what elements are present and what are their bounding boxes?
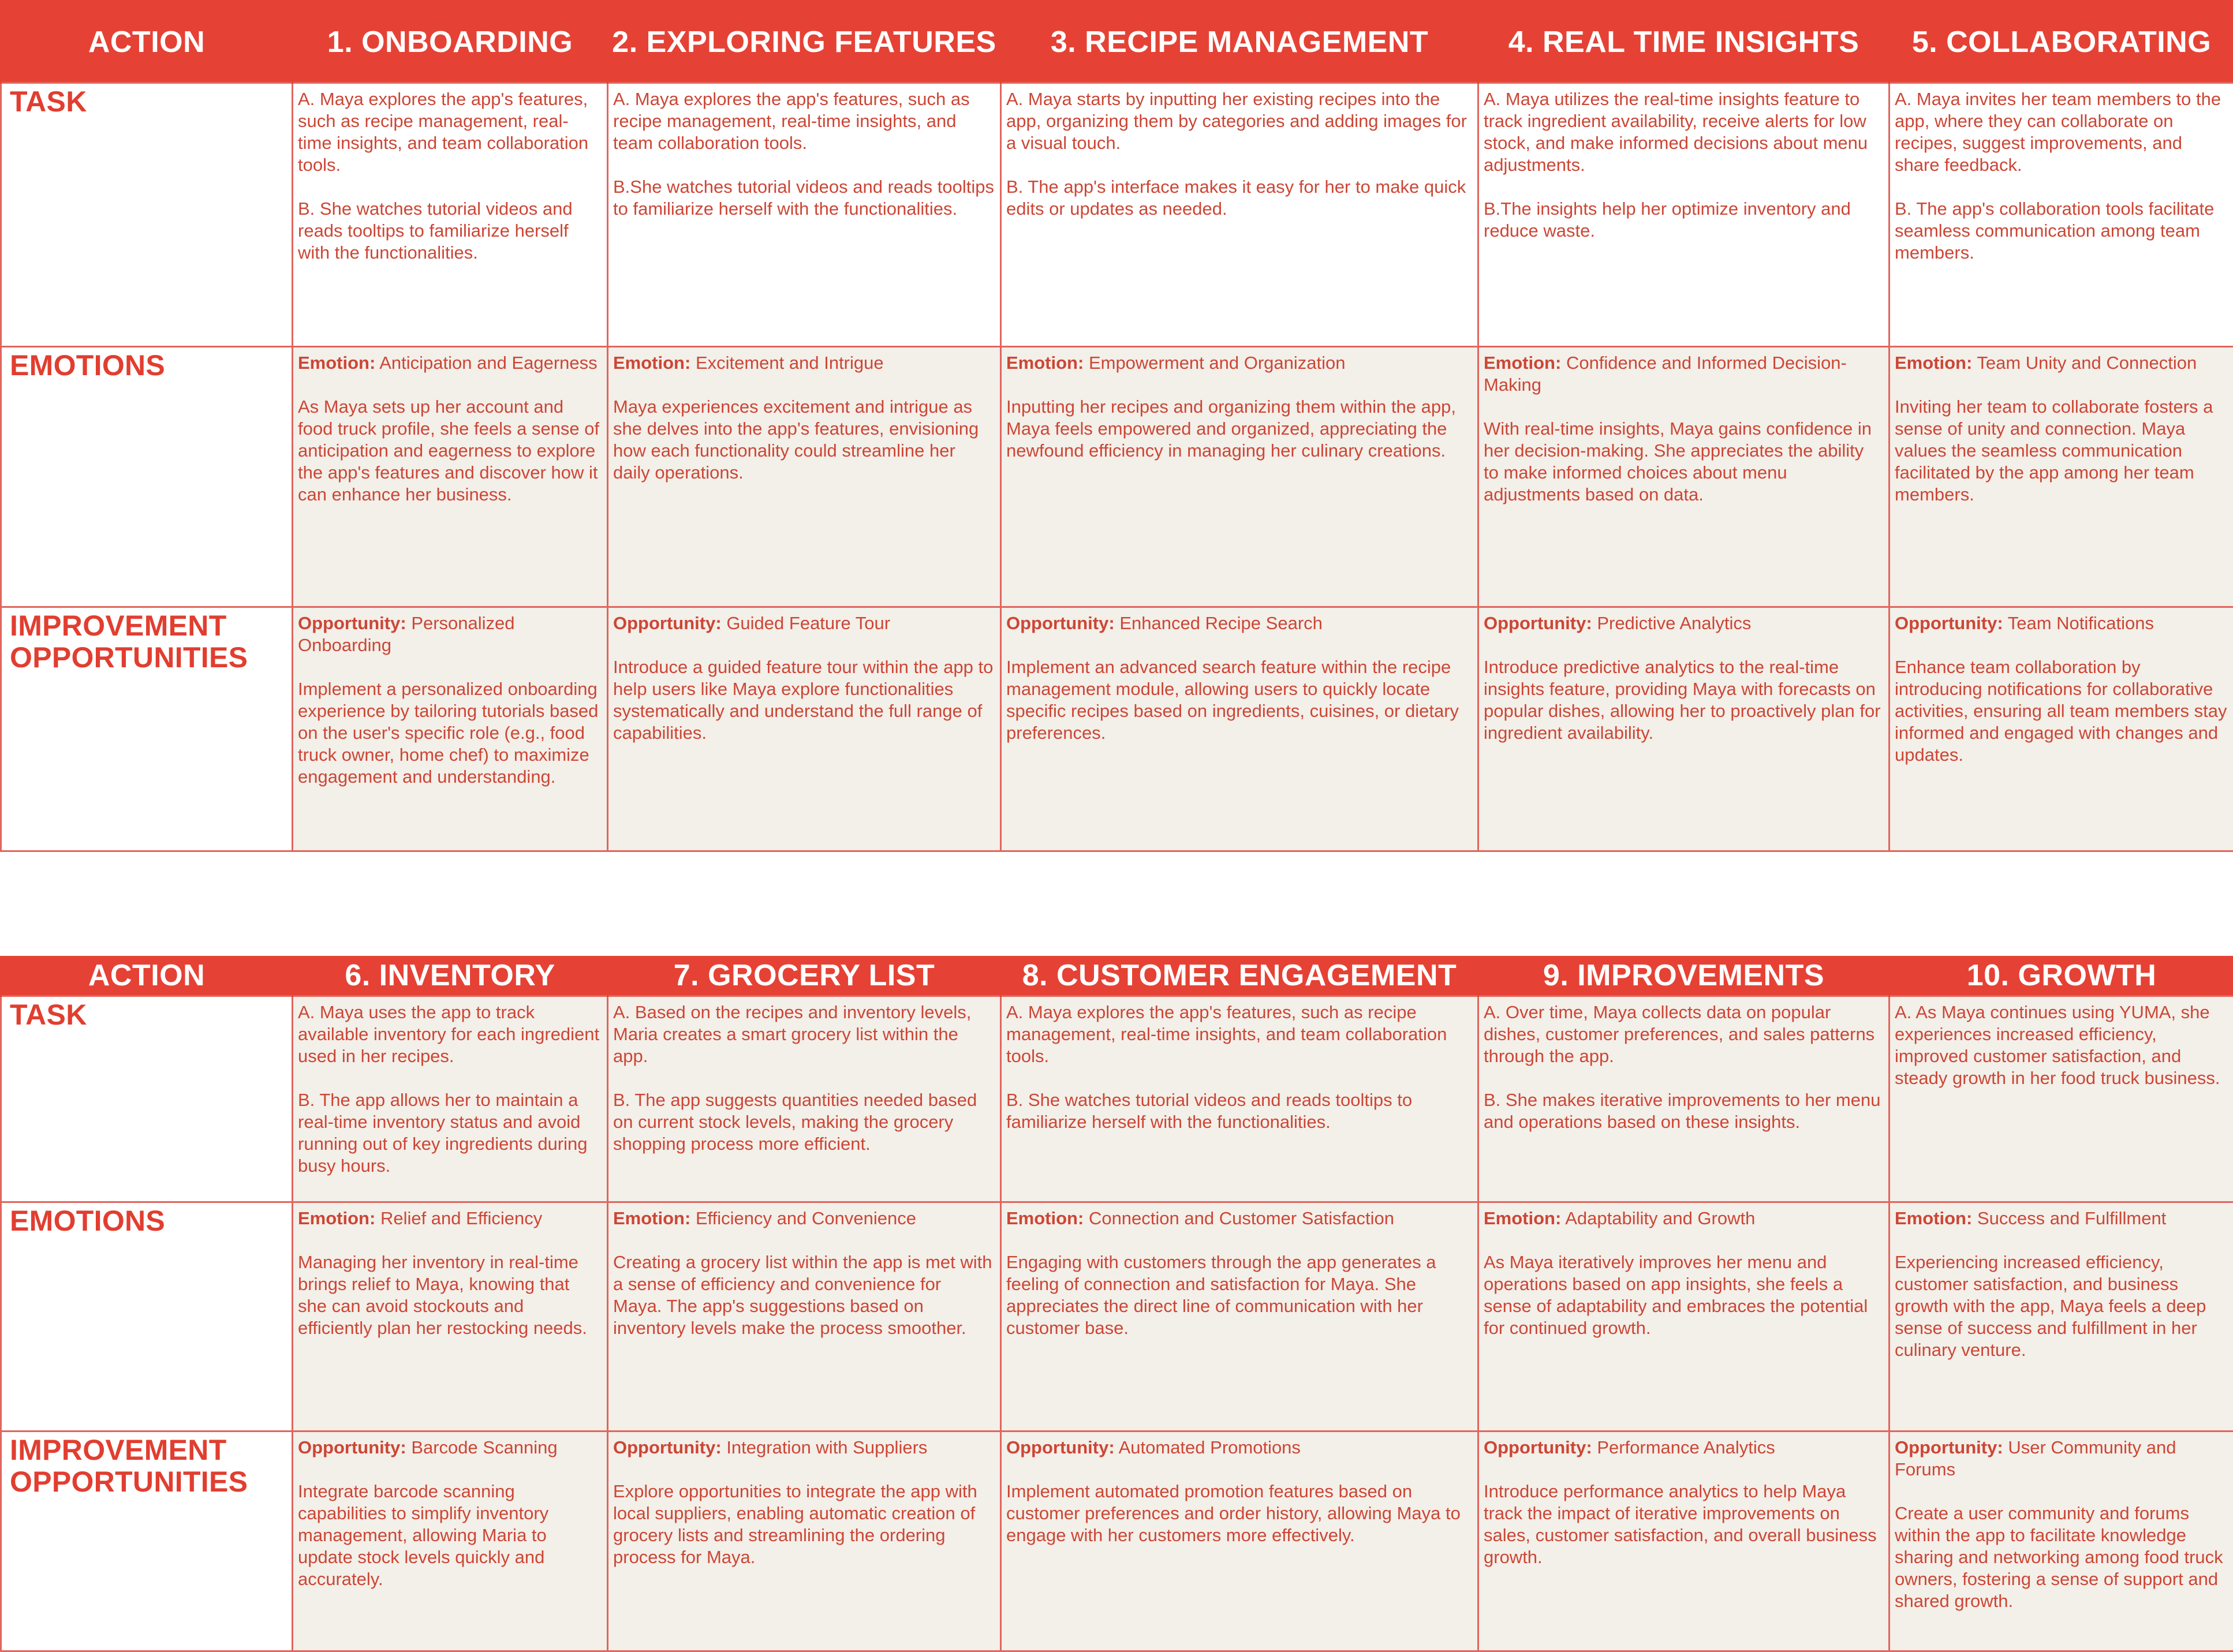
opportunity-text: Introduce predictive analytics to the real-time insights feature, providing Maya with forecasts on popular dishes, allowing her to proactively plan for ingredient availability. — [1484, 656, 1883, 744]
stage-header-recipe-management: 3. RECIPE MANAGEMENT — [1001, 0, 1478, 83]
task-step-a: A. Maya explores the app's features, such as recipe management, real-time insights, and team collaboration tools. — [613, 88, 994, 154]
emotion-title: Success and Fulfillment — [1977, 1208, 2166, 1228]
emotion-heading — [1895, 1208, 2227, 1229]
opportunities-row — [1, 607, 2233, 851]
emotion-heading — [1484, 1208, 1883, 1229]
emotion-prefix: Emotion: — [298, 1208, 375, 1228]
emotion-cell — [1478, 1202, 1890, 1431]
emotion-cell — [1001, 346, 1478, 607]
stage-header-improvements: 9. IMPROVEMENTS — [1478, 956, 1890, 996]
emotion-text: Creating a grocery list within the app is met with a sense of efficiency and convenience for Maya. The app's suggestions based on inventory levels make the process smoother. — [613, 1251, 994, 1339]
task-cell — [1890, 83, 2233, 346]
task-cell — [1478, 996, 1890, 1202]
task-label: TASK — [10, 86, 286, 118]
action-header: ACTION — [1, 956, 293, 996]
task-step-a: A. Based on the recipes and inventory levels, Maria creates a smart grocery list within the app. — [613, 1001, 994, 1067]
opportunity-text: Implement an advanced search feature within the recipe management module, allowing users to quickly locate specific recipes based on ingredients, cuisines, or dietary preferences. — [1006, 656, 1472, 744]
opportunity-heading — [613, 1437, 994, 1459]
task-label: TASK — [10, 999, 286, 1031]
emotion-prefix: Emotion: — [613, 1208, 690, 1228]
emotion-text: With real-time insights, Maya gains confidence in her decision-making. She appreciates the ability to make informed choices about menu adjustments based on data. — [1484, 418, 1883, 506]
stage-header-customer-engagement: 8. CUSTOMER ENGAGEMENT — [1001, 956, 1478, 996]
emotion-title: Anticipation and Eagerness — [379, 353, 597, 373]
opportunity-text: Introduce a guided feature tour within the app to help users like Maya explore functionalities systematically and understand the full range of capabilities. — [613, 656, 994, 744]
emotion-prefix: Emotion: — [298, 353, 375, 373]
header-row — [1, 0, 2233, 83]
task-cell — [608, 83, 1001, 346]
opportunity-title: User Community and Forums — [1895, 1437, 2176, 1479]
opportunity-cell — [293, 607, 608, 851]
opportunity-prefix: Opportunity: — [1895, 613, 2003, 633]
opportunity-title: Barcode Scanning — [411, 1437, 557, 1457]
opportunity-cell — [1001, 1431, 1478, 1651]
stage-header-exploring-features: 2. EXPLORING FEATURES — [608, 0, 1001, 83]
opportunity-prefix: Opportunity: — [1484, 1437, 1592, 1457]
opportunity-heading — [1484, 612, 1883, 634]
task-step-b: B.She watches tutorial videos and reads tooltips to familiarize herself with the functionalities. — [613, 176, 994, 220]
task-cell — [293, 83, 608, 346]
opportunity-heading — [298, 1437, 601, 1459]
opportunities-label: IMPROVEMENT OPPORTUNITIES — [10, 610, 286, 674]
opportunity-heading — [298, 612, 601, 656]
emotions-row-label — [1, 346, 293, 607]
stage-header-grocery-list: 7. GROCERY LIST — [608, 956, 1001, 996]
task-cell — [1001, 996, 1478, 1202]
emotion-heading — [1895, 352, 2227, 374]
task-cell — [1890, 996, 2233, 1202]
task-row — [1, 996, 2233, 1202]
task-step-b: B. The app's interface makes it easy for her to make quick edits or updates as needed. — [1006, 176, 1472, 220]
opportunity-text: Introduce performance analytics to help Maya track the impact of iterative improvements on sales, customer satisfaction, and overall business growth. — [1484, 1481, 1883, 1568]
task-step-a: A. Maya explores the app's features, such as recipe management, real-time insights, and team collaboration tools. — [1006, 1001, 1472, 1067]
opportunity-heading — [613, 612, 994, 634]
emotion-title: Empowerment and Organization — [1089, 353, 1346, 373]
task-row-label — [1, 996, 293, 1202]
opportunity-heading — [1895, 1437, 2227, 1481]
opportunity-prefix: Opportunity: — [613, 1437, 722, 1457]
task-row-label — [1, 83, 293, 346]
emotion-cell — [608, 346, 1001, 607]
emotion-prefix: Emotion: — [1006, 353, 1084, 373]
opportunity-prefix: Opportunity: — [1006, 1437, 1115, 1457]
opportunity-cell — [1001, 607, 1478, 851]
task-step-a: A. Maya invites her team members to the app, where they can collaborate on recipes, suggest improvements, and share feedback. — [1895, 88, 2227, 176]
emotion-heading — [1484, 352, 1883, 396]
emotion-text: As Maya sets up her account and food truck profile, she feels a sense of anticipation and eagerness to explore the app's features and discover how it can enhance her business. — [298, 396, 601, 506]
task-cell — [608, 996, 1001, 1202]
emotion-cell — [1001, 1202, 1478, 1431]
opportunity-cell — [293, 1431, 608, 1651]
opportunity-heading — [1895, 612, 2227, 634]
emotion-title: Relief and Efficiency — [380, 1208, 542, 1228]
stage-header-inventory: 6. INVENTORY — [293, 956, 608, 996]
opportunity-cell — [1890, 607, 2233, 851]
opportunity-cell — [608, 607, 1001, 851]
emotion-title: Excitement and Intrigue — [696, 353, 884, 373]
emotion-title: Efficiency and Convenience — [696, 1208, 916, 1228]
emotion-title: Connection and Customer Satisfaction — [1089, 1208, 1394, 1228]
opportunity-title: Performance Analytics — [1597, 1437, 1775, 1457]
task-step-a: A. Maya uses the app to track available inventory for each ingredient used in her recipes. — [298, 1001, 601, 1067]
emotion-cell — [1478, 346, 1890, 607]
emotions-label: EMOTIONS — [10, 1205, 286, 1237]
task-step-a: A. As Maya continues using YUMA, she experiences increased efficiency, improved customer satisfaction, and steady growth in her food truck business. — [1895, 1001, 2227, 1089]
opportunities-row — [1, 1431, 2233, 1651]
emotion-heading — [298, 352, 601, 374]
opportunity-cell — [1478, 1431, 1890, 1651]
emotion-prefix: Emotion: — [1895, 353, 1972, 373]
opportunity-text: Explore opportunities to integrate the app with local suppliers, enabling automatic creation of grocery lists and streamlining the ordering process for Maya. — [613, 1481, 994, 1568]
opportunity-title: Enhanced Recipe Search — [1119, 613, 1323, 633]
task-step-b: B. The app suggests quantities needed based on current stock levels, making the grocery shopping process more efficient. — [613, 1089, 994, 1155]
opportunity-heading — [1484, 1437, 1883, 1459]
journey-map-table-2 — [0, 956, 2233, 1652]
emotion-text: Experiencing increased efficiency, customer satisfaction, and business growth with the app, Maya feels a deep sense of success and fulfillment in her culinary venture. — [1895, 1251, 2227, 1361]
emotion-prefix: Emotion: — [1895, 1208, 1972, 1228]
emotion-text: Inputting her recipes and organizing them within the app, Maya feels empowered and organized, appreciating the newfound efficiency in managing her culinary creations. — [1006, 396, 1472, 462]
emotion-cell — [608, 1202, 1001, 1431]
opportunity-heading — [1006, 1437, 1472, 1459]
opportunities-row-label — [1, 1431, 293, 1651]
task-cell — [1478, 83, 1890, 346]
emotion-prefix: Emotion: — [1484, 1208, 1561, 1228]
emotion-title: Team Unity and Connection — [1977, 353, 2197, 373]
opportunity-text: Implement a personalized onboarding experience by tailoring tutorials based on the user's specific role (e.g., food truck owner, home chef) to maximize engagement and understanding. — [298, 678, 601, 788]
task-step-a: A. Maya utilizes the real-time insights feature to track ingredient availability, receive alerts for low stock, and make informed decisions about menu adjustments. — [1484, 88, 1883, 176]
opportunity-title: Integration with Suppliers — [726, 1437, 927, 1457]
opportunity-heading — [1006, 612, 1472, 634]
task-cell — [1001, 83, 1478, 346]
header-row — [1, 956, 2233, 996]
task-step-b: B. She watches tutorial videos and reads tooltips to familiarize herself with the functionalities. — [298, 198, 601, 264]
opportunity-title: Guided Feature Tour — [726, 613, 890, 633]
task-step-a: A. Maya explores the app's features, such as recipe management, real-time insights, and team collaboration tools. — [298, 88, 601, 176]
task-row — [1, 83, 2233, 346]
emotions-row-label — [1, 1202, 293, 1431]
opportunity-prefix: Opportunity: — [298, 613, 406, 633]
opportunity-prefix: Opportunity: — [1895, 1437, 2003, 1457]
task-step-b: B. She watches tutorial videos and reads tooltips to familiarize herself with the functionalities. — [1006, 1089, 1472, 1133]
task-cell — [293, 996, 608, 1202]
opportunity-title: Team Notifications — [2008, 613, 2154, 633]
emotion-heading — [1006, 1208, 1472, 1229]
stage-header-collaborating: 5. COLLABORATING — [1890, 0, 2233, 83]
emotion-heading — [613, 1208, 994, 1229]
emotion-prefix: Emotion: — [1006, 1208, 1084, 1228]
opportunity-title: Predictive Analytics — [1597, 613, 1751, 633]
emotion-heading — [298, 1208, 601, 1229]
emotion-prefix: Emotion: — [1484, 353, 1561, 373]
opportunities-label: IMPROVEMENT OPPORTUNITIES — [10, 1434, 286, 1498]
opportunity-cell — [1478, 607, 1890, 851]
stage-header-growth: 10. GROWTH — [1890, 956, 2233, 996]
emotion-text: As Maya iteratively improves her menu and operations based on app insights, she feels a sense of adaptability and embraces the potential for continued growth. — [1484, 1251, 1883, 1339]
opportunity-prefix: Opportunity: — [1006, 613, 1115, 633]
emotion-title: Confidence and Informed Decision-Making — [1484, 353, 1847, 395]
task-step-a: A. Maya starts by inputting her existing recipes into the app, organizing them by categories and adding images for a visual touch. — [1006, 88, 1472, 154]
opportunity-text: Create a user community and forums within the app to facilitate knowledge sharing and networking among food truck owners, fostering a sense of support and shared growth. — [1895, 1503, 2227, 1612]
task-step-b: B. The app allows her to maintain a real-time inventory status and avoid running out of key ingredients during busy hours. — [298, 1089, 601, 1177]
emotion-text: Managing her inventory in real-time brings relief to Maya, knowing that she can avoid stockouts and efficiently plan her restocking needs. — [298, 1251, 601, 1339]
opportunity-cell — [1890, 1431, 2233, 1651]
task-step-b: B. The app's collaboration tools facilitate seamless communication among team members. — [1895, 198, 2227, 264]
opportunity-prefix: Opportunity: — [298, 1437, 406, 1457]
stage-header-real-time-insights: 4. REAL TIME INSIGHTS — [1478, 0, 1890, 83]
task-step-a: A. Over time, Maya collects data on popular dishes, customer preferences, and sales patterns through the app. — [1484, 1001, 1883, 1067]
emotions-row — [1, 1202, 2233, 1431]
emotion-text: Inviting her team to collaborate fosters a sense of unity and connection. Maya values the seamless communication facilitated by the app among her team members. — [1895, 396, 2227, 506]
emotion-title: Adaptability and Growth — [1565, 1208, 1755, 1228]
emotion-heading — [1006, 352, 1472, 374]
opportunities-row-label — [1, 607, 293, 851]
opportunity-cell — [608, 1431, 1001, 1651]
task-step-b: B. She makes iterative improvements to her menu and operations based on these insights. — [1484, 1089, 1883, 1133]
stage-header-onboarding: 1. ONBOARDING — [293, 0, 608, 83]
emotion-prefix: Emotion: — [613, 353, 690, 373]
emotion-cell — [1890, 346, 2233, 607]
emotion-cell — [293, 346, 608, 607]
action-header: ACTION — [1, 0, 293, 83]
emotion-cell — [1890, 1202, 2233, 1431]
emotion-text: Engaging with customers through the app generates a feeling of connection and satisfaction for Maya. She appreciates the direct line of communication with her customer base. — [1006, 1251, 1472, 1339]
emotion-heading — [613, 352, 994, 374]
emotion-text: Maya experiences excitement and intrigue as she delves into the app's features, envisioning how each functionality could streamline her daily operations. — [613, 396, 994, 484]
emotions-label: EMOTIONS — [10, 350, 286, 382]
opportunity-text: Implement automated promotion features based on customer preferences and order history, allowing Maya to engage with her customers more effectively. — [1006, 1481, 1472, 1546]
task-step-b: B.The insights help her optimize inventory and reduce waste. — [1484, 198, 1883, 242]
opportunity-prefix: Opportunity: — [613, 613, 722, 633]
opportunity-text: Integrate barcode scanning capabilities to simplify inventory management, allowing Maria to update stock levels quickly and accurately. — [298, 1481, 601, 1590]
opportunity-title: Personalized Onboarding — [298, 613, 515, 655]
emotion-cell — [293, 1202, 608, 1431]
opportunity-prefix: Opportunity: — [1484, 613, 1592, 633]
opportunity-text: Enhance team collaboration by introducing notifications for collaborative activities, ensuring all team members stay informed and engaged with changes and updates. — [1895, 656, 2227, 766]
opportunity-title: Automated Promotions — [1119, 1437, 1301, 1457]
emotions-row — [1, 346, 2233, 607]
